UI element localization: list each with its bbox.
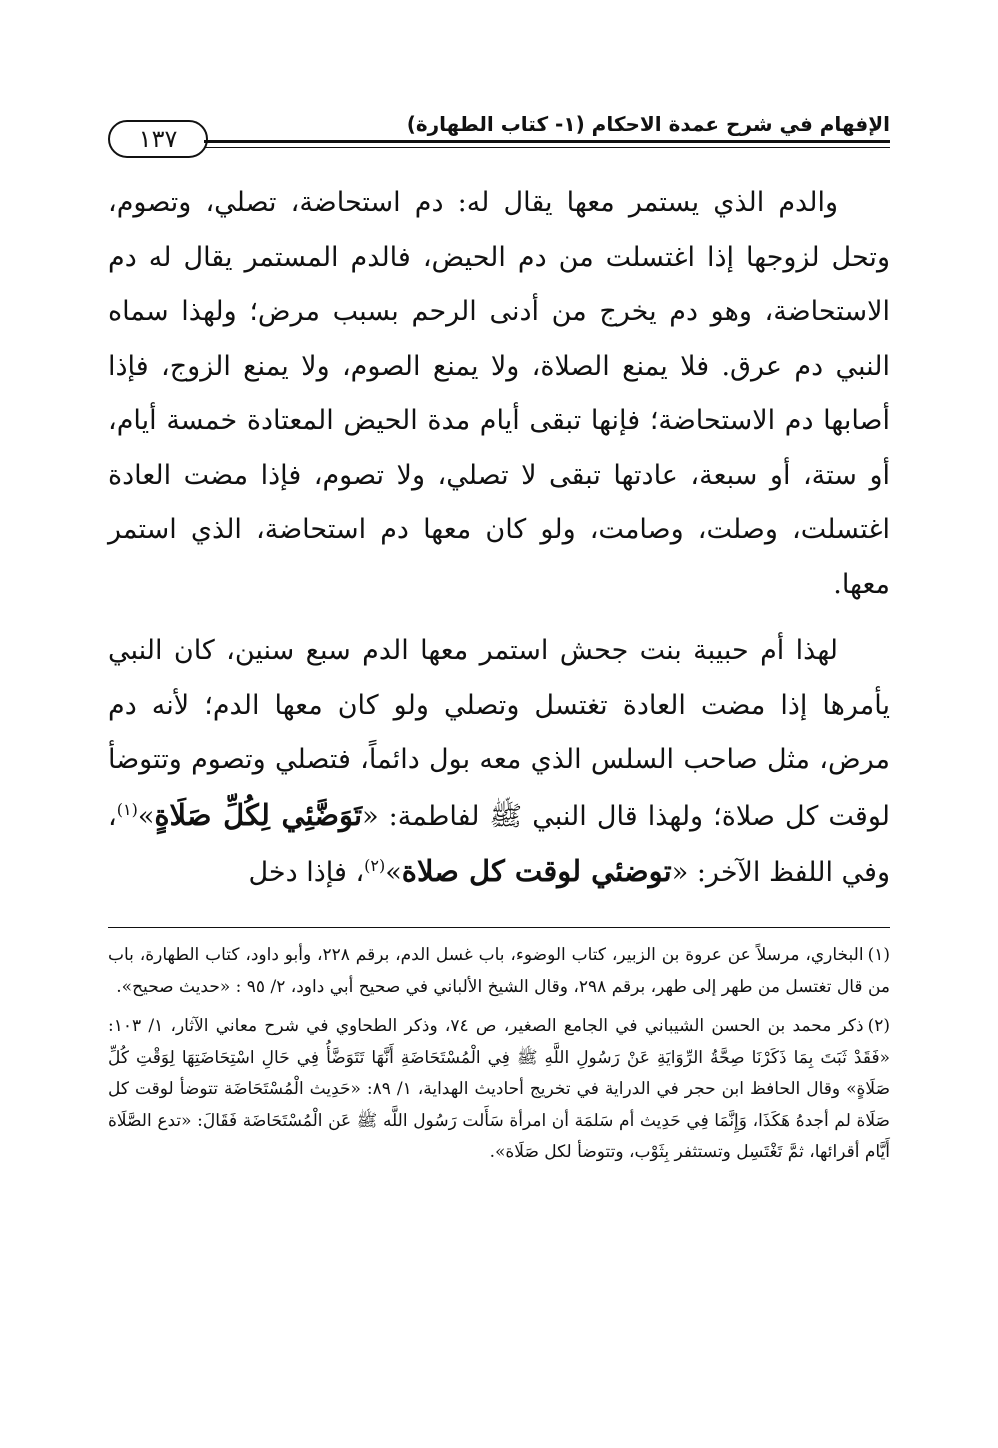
footnote-text: ذكر محمد بن الحسن الشيباني في الجامع الصغير، ص ٧٤، وذكر الطحاوي في شرح معاني الآثار، ١/ ١٠٣: «فَقَدْ ثَبَتَ بِمَا ذَكَرْنَا صِحَّةُ الرِّوَايَةِ عَنْ رَسُولِ اللَّهِ ﷺ فِي الْمُسْتَحَاضَةِ أَنَّهَا تَتَوَضَّأُ فِي حَالِ اسْتِحَاضَتِهَا لِوَقْتِ كُلِّ صَلَاةٍ» وقال الحافظ ابن حجر في الدراية في تخريج أحاديث الهداية، ١/ ٨٩: «حَدِيث الْمُسْتَحَاضَة تتوضأ لوقت كل صَلَاة لم أجدهُ هَكَذَا، وَإِنَّمَا فِي حَدِيث أم سَلمَة أن امرأة سَأَلت رَسُول اللَّه ﷺ عَن الْمُسْتَحَاضَة فَقَالَ: «تدع الصَّلَاة أَيَّام أقرائها، ثمَّ تَغْتَسِل وتستثفر بِثَوْب، وتتوضأ لكل صَلَاة». <box>108 1016 890 1162</box>
paragraph-2-text-e: ، فإذا دخل <box>248 857 365 888</box>
footnote-separator <box>108 927 890 928</box>
footnote-2 <box>108 1011 890 1169</box>
paragraph-2-text-a: لهذا أم حبيبة بنت جحش استمر معها الدم سبع سنين، كان النبي يأمرها إذا مضت العادة تغتسل وتصلي ولو كان معها الدم؛ لأنه دم مرض، مثل صاحب السلس الذي معه بول دائماً، فتصلي وتصوم وتتوضأ لوقت كل صلاة؛ ولهذا قال النبي ﷺ لفاطمة: « <box>108 635 890 832</box>
paragraph-2 <box>108 624 890 901</box>
main-text <box>108 176 890 901</box>
footnote-ref-1[interactable]: (١) <box>116 799 138 819</box>
book-title: الإفهام في شرح عمدة الاحكام (١- كتاب الطهارة) <box>406 112 890 136</box>
running-header <box>108 108 890 168</box>
footnote-ref-2[interactable]: (٢) <box>364 856 386 875</box>
footnote-number: (٢) <box>867 1016 891 1036</box>
footnote-text: البخاري، مرسلاً عن عروة بن الزبير، كتاب الوضوء، باب غسل الدم، برقم ٢٢٨، وأبو داود، كتاب الطهارة، باب من قال تغتسل من طهر إلى طهر، برقم ٢٩٨، وقال الشيخ الألباني في صحيح أبي داود، ٢/ ٩٥ : «حديث صحيح». <box>108 945 890 997</box>
footnotes <box>108 940 890 1169</box>
footnote-number: (١) <box>867 945 890 965</box>
paragraph-2-text-c: ، وفي اللفظ الآخر: « <box>108 800 890 888</box>
header-rule-thick <box>204 140 890 143</box>
header-rule-thin <box>204 147 890 148</box>
hadith-quote-1: تَوَضَّئِي لِكُلِّ صَلَاةٍ <box>154 797 363 832</box>
page-number: ١٣٧ <box>138 125 178 153</box>
quote-close-2: » <box>385 857 402 888</box>
hadith-quote-2: توضئي لوقت كل صلاة <box>401 854 672 888</box>
page-number-frame <box>108 120 208 158</box>
footnote-1 <box>108 940 890 1003</box>
paragraph-1: والدم الذي يستمر معها يقال له: دم استحاضة، تصلي، وتصوم، وتحل لزوجها إذا اغتسلت من دم الحيض، فالدم المستمر يقال له دم الاستحاضة، وهو دم يخرج من أدنى الرحم بسبب مرض؛ ولهذا سماه النبي دم عرق. فلا يمنع الصلاة، ولا يمنع الصوم، ولا يمنع الزوج، فإذا أصابها دم الاستحاضة؛ فإنها تبقى أيام مدة الحيض المعتادة خمسة أيام، أو ستة، أو سبعة، عادتها تبقى لا تصلي، ولا تصوم، فإذا مضت العادة اغتسلت، وصلت، وصامت، ولو كان معها دم استحاضة، الذي استمر معها. <box>108 187 890 600</box>
quote-close-1: » <box>137 800 155 832</box>
